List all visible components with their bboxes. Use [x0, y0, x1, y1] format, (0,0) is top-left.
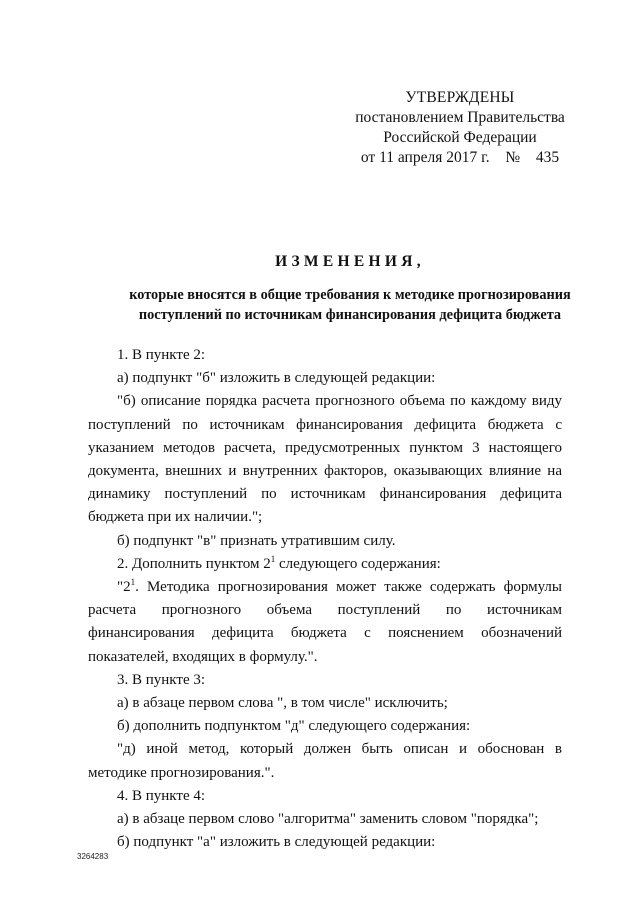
paragraph-6-superscript: 1 — [130, 577, 136, 588]
document-heading — [60, 252, 640, 325]
approval-line-1: постановлением Правительства — [355, 109, 565, 126]
approval-line-2: Российской Федерации — [383, 129, 537, 146]
paragraph-5 — [88, 553, 562, 576]
paragraph-5-text-start: 2. Дополнить пунктом 2 — [117, 555, 271, 572]
paragraph-12: а) в абзаце первом слово "алгоритма" заменить словом "порядка"; — [117, 811, 539, 828]
heading-subtitle — [60, 285, 640, 325]
approval-date-line — [330, 148, 590, 168]
document-body — [88, 344, 562, 854]
paragraph-6 — [88, 576, 562, 669]
paragraph-1: 1. В пункте 2: — [117, 347, 206, 363]
paragraph-5-text-end: следующего содержания: — [275, 555, 441, 572]
approval-number: 435 — [535, 149, 560, 166]
heading-title: ИЗМЕНЕНИЯ, — [275, 253, 425, 270]
paragraph-2: а) подпункт "б" изложить в следующей редакции: — [117, 370, 436, 387]
paragraph-7: 3. В пункте 3: — [117, 671, 206, 688]
approval-title: УТВЕРЖДЕНЫ — [405, 89, 515, 106]
paragraph-6-text-start: "2 — [117, 579, 131, 596]
document-number: 3264283 — [77, 852, 109, 861]
approval-block — [330, 88, 590, 168]
paragraph-10: "д) иной метод, который должен быть описан и обоснован в методике прогнозирования.". — [88, 741, 562, 781]
paragraph-8: а) в абзаце первом слова ", в том числе" исключить; — [117, 695, 448, 712]
paragraph-4: б) подпункт "в" признать утратившим силу. — [117, 532, 396, 549]
paragraph-9: б) дополнить подпунктом "д" следующего содержания: — [117, 718, 471, 735]
heading-subtitle-line-2: поступлений по источникам финансирования дефицита бюджета — [138, 307, 562, 323]
paragraph-6-text-end: . Методика прогнозирования может также содержать формулы расчета прогнозного объема поступлений по источникам финансирования дефицита бюджета с пояснением обозначений показателей, входящих в формулу.". — [88, 579, 562, 665]
approval-date: от 11 апреля 2017 г. — [360, 149, 490, 166]
paragraph-11: 4. В пункте 4: — [117, 787, 206, 804]
paragraph-13: б) подпункт "а" изложить в следующей редакции: — [117, 834, 436, 851]
heading-subtitle-line-1: которые вносятся в общие требования к методике прогнозирования — [129, 287, 571, 303]
approval-number-sign: № — [505, 149, 521, 166]
paragraph-3: "б) описание порядка расчета прогнозного объема по каждому виду поступлений по источникам финансирования дефицита бюджета с указанием методов расчета, предусмотренных пунктом 3 настоящего документа, внешних и внутренних факторов, оказывающих влияние на динамику поступлений по источникам финансирования дефицита бюджета при их наличии."; — [88, 393, 562, 526]
paragraph-5-superscript: 1 — [270, 553, 276, 564]
